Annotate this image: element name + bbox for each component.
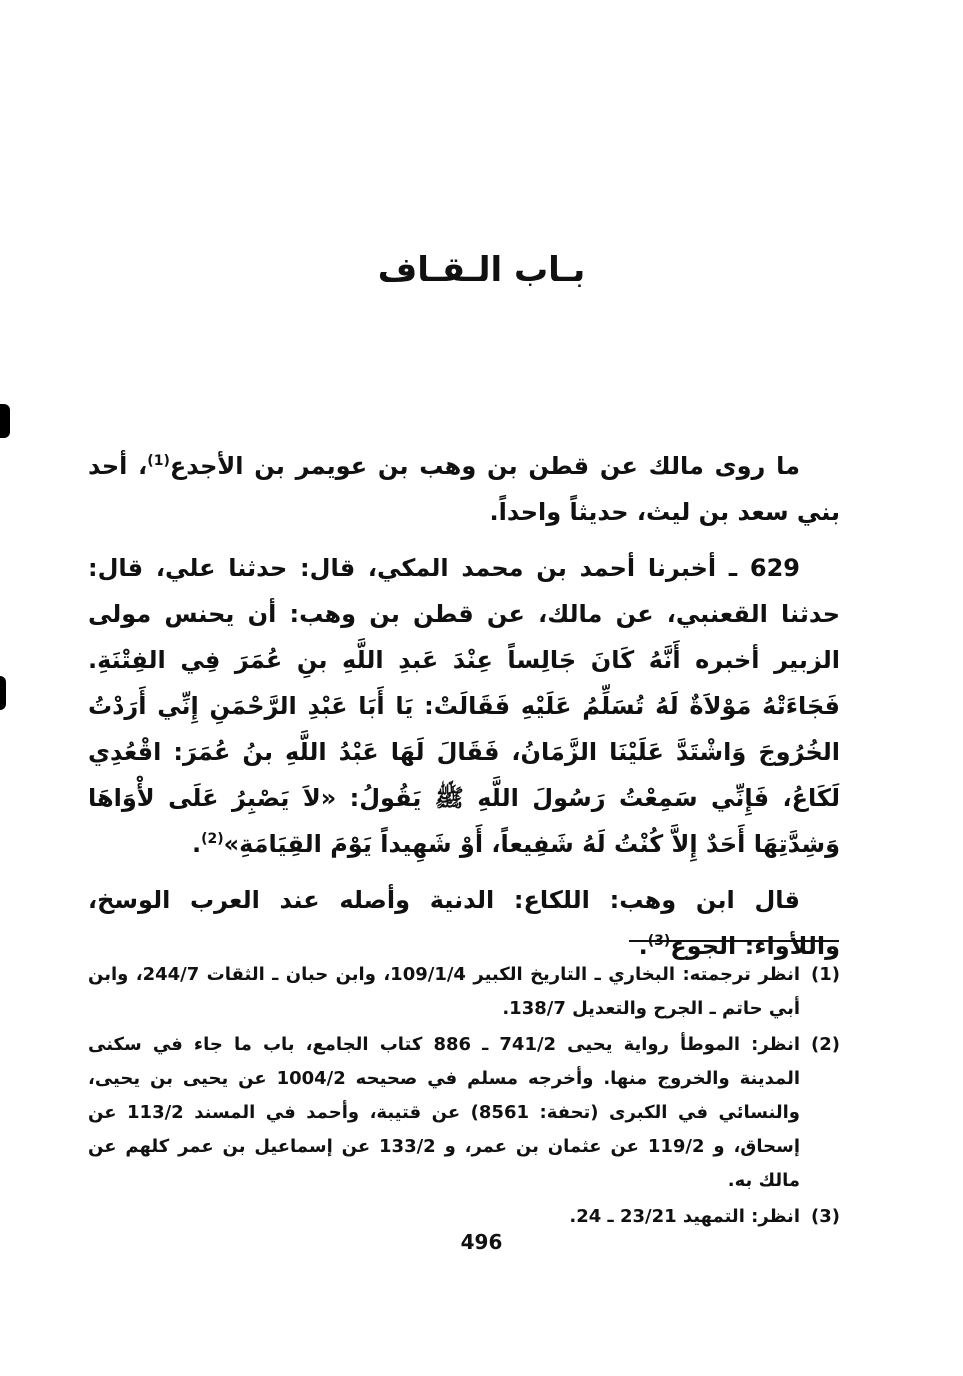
note-paragraph [88, 877, 840, 969]
chapter-title: بـاب الـقـاف [377, 250, 586, 290]
note-end: . [638, 932, 648, 960]
note-text: قال ابن وهب: اللكاع: الدنية وأصله عند العرب الوسخ، واللأواء: الجوع [88, 886, 840, 960]
page-number: 496 [460, 1230, 503, 1254]
hadith-end: . [191, 830, 202, 858]
footnote-number: (2) [811, 1034, 840, 1055]
footnotes [88, 958, 840, 1236]
main-text [88, 443, 840, 979]
footnote-ref-1: (1) [147, 453, 170, 469]
intro-rest: ، أحد بني سعد بن ليث، حديثاً واحداً. [88, 452, 840, 526]
footnote-item [88, 1028, 840, 1198]
footnote-number: (1) [811, 964, 840, 985]
footnote-ref-2: (2) [201, 831, 224, 847]
intro-text: ما روى مالك عن قطن بن وهب بن عويمر بن الأجدع [169, 452, 800, 480]
hadith-text: ـ أخبرنا أحمد بن محمد المكي، قال: حدثنا علي، قال: حدثنا القعنبي، عن مالك، عن قطن بن وهب: أن يحنس مولى الزبير أخبره أَنَّهُ كَانَ جَالِساً عِنْدَ عَبدِ اللَّهِ بنِ عُمَرَ فِي الفِتْنَةِ. فَجَاءَتْهُ مَوْلاَةٌ لَهُ تُسَلِّمُ عَلَيْهِ فَقَالَتْ: يَا أَبَا عَبْدِ الرَّحْمَنِ إِنِّي أَرَدْتُ الخُرُوجَ وَاشْتَدَّ عَلَيْنَا الزَّمَانُ، فَقَالَ لَهَا عَبْدُ اللَّهِ بنُ عُمَرَ: اقْعُدِي لَكَاعُ، فَإِنِّي سَمِعْتُ رَسُولَ اللَّهِ ﷺ يَقُولُ: «لاَ يَصْبِرُ عَلَى لأْوَاهَا وَشِدَّتِهَا أَحَدٌ إِلاَّ كُنْتُ لَهُ شَفِيعاً، أَوْ شَهِيداً يَوْمَ القِيَامَةِ» [88, 554, 840, 858]
scan-edge-mark-top [0, 404, 10, 438]
intro-paragraph [88, 443, 840, 535]
footnote-number: (3) [811, 1206, 840, 1227]
footnote-ref-3: (3) [647, 933, 671, 949]
footnote-item [88, 958, 840, 1026]
hadith-number: 629 [749, 554, 800, 582]
footnote-text: انظر: الموطأ رواية يحيى 741/2 ـ 886 كتاب الجامع، باب ما جاء في سكنى المدينة والخروج منها. وأخرجه مسلم في صحيحه 1004/2 عن يحيى بن يحيى، والنسائي في الكبرى (تحفة: 8561) عن قتيبة، وأحمد في المسند 113/2 عن إسحاق، و 119/2 عن عثمان بن عمر، و 133/2 عن إسماعيل بن عمر كلهم عن مالك به. [88, 1034, 801, 1191]
hadith-paragraph [88, 545, 840, 867]
footnote-text: انظر: التمهيد 23/21 ـ 24. [569, 1206, 800, 1227]
footnote-divider [629, 940, 839, 942]
scan-edge-mark-middle [0, 676, 6, 710]
footnote-item [88, 1200, 840, 1234]
footnote-text: انظر ترجمته: البخاري ـ التاريخ الكبير 109/1/4، وابن حبان ـ الثقات 244/7، وابن أبي حاتم ـ الجرح والتعديل 138/7. [88, 964, 801, 1019]
